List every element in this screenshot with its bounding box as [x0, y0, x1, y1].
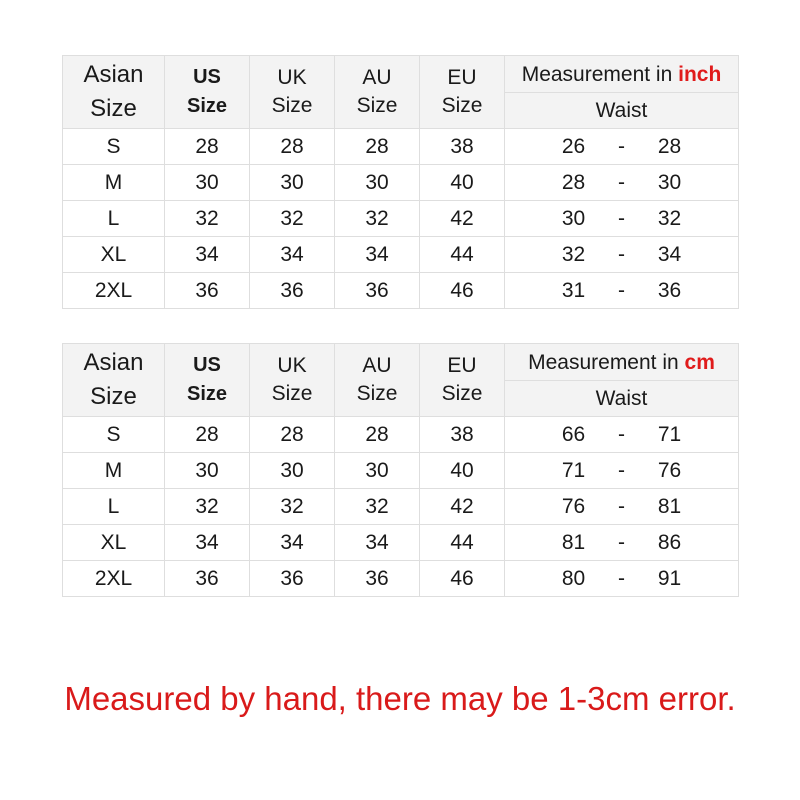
eu-size-cell: 44 [420, 525, 505, 561]
table-row [63, 129, 739, 165]
waist-max: 30 [657, 171, 682, 194]
header-eu-size-line1: EU [447, 354, 477, 377]
table-row [63, 525, 739, 561]
table-row [63, 273, 739, 309]
measurement-header [505, 344, 739, 381]
waist-cell [505, 453, 739, 489]
header-uk-size-line2: Size [271, 382, 313, 405]
waist-max: 76 [657, 459, 682, 482]
us-size-cell: 28 [165, 417, 250, 453]
waist-dash: - [618, 531, 625, 554]
header-us-size [165, 56, 250, 129]
eu-size-cell: 40 [420, 165, 505, 201]
header-uk-size-line1: UK [277, 66, 307, 89]
eu-size-cell: 46 [420, 273, 505, 309]
us-size-cell: 32 [165, 489, 250, 525]
header-eu-size [420, 56, 505, 129]
waist-dash: - [618, 135, 625, 158]
waist-max: 91 [657, 567, 682, 590]
asian-size-cell: S [63, 417, 165, 453]
measurement-unit: inch [678, 62, 722, 86]
waist-max: 81 [657, 495, 682, 518]
uk-size-cell: 30 [250, 165, 335, 201]
waist-dash: - [618, 243, 625, 266]
table-row [63, 237, 739, 273]
uk-size-cell: 28 [250, 417, 335, 453]
header-au-size-line2: Size [356, 94, 398, 117]
us-size-cell: 30 [165, 453, 250, 489]
waist-cell [505, 417, 739, 453]
au-size-cell: 32 [335, 489, 420, 525]
header-au-size [335, 56, 420, 129]
header-asian-size-line1: Asian [83, 349, 144, 376]
waist-header: Waist [505, 93, 739, 129]
eu-size-cell: 44 [420, 237, 505, 273]
waist-cell [505, 165, 739, 201]
waist-max: 34 [657, 243, 682, 266]
waist-header: Waist [505, 381, 739, 417]
waist-dash: - [618, 459, 625, 482]
asian-size-cell: XL [63, 525, 165, 561]
waist-cell [505, 489, 739, 525]
header-us-size-line1: US [193, 354, 221, 376]
waist-dash: - [618, 279, 625, 302]
uk-size-cell: 30 [250, 453, 335, 489]
table-row [63, 201, 739, 237]
au-size-cell: 30 [335, 165, 420, 201]
uk-size-cell: 36 [250, 273, 335, 309]
waist-max: 71 [657, 423, 682, 446]
us-size-cell: 34 [165, 525, 250, 561]
header-uk-size [250, 344, 335, 417]
table-row [63, 453, 739, 489]
header-asian-size [63, 56, 165, 129]
waist-cell [505, 561, 739, 597]
asian-size-cell: S [63, 129, 165, 165]
au-size-cell: 34 [335, 237, 420, 273]
us-size-cell: 32 [165, 201, 250, 237]
header-eu-size [420, 344, 505, 417]
header-asian-size-line2: Size [90, 95, 137, 122]
header-au-size-line2: Size [356, 382, 398, 405]
uk-size-cell: 34 [250, 525, 335, 561]
uk-size-cell: 28 [250, 129, 335, 165]
us-size-cell: 36 [165, 561, 250, 597]
header-eu-size-line1: EU [447, 66, 477, 89]
waist-max: 28 [657, 135, 682, 158]
table-row [63, 561, 739, 597]
header-au-size-line1: AU [362, 354, 392, 377]
au-size-cell: 28 [335, 129, 420, 165]
eu-size-cell: 40 [420, 453, 505, 489]
au-size-cell: 32 [335, 201, 420, 237]
size-table-inch [62, 55, 739, 309]
waist-dash: - [618, 207, 625, 230]
size-table-cm [62, 343, 739, 597]
eu-size-cell: 42 [420, 489, 505, 525]
header-uk-size [250, 56, 335, 129]
waist-max: 86 [657, 531, 682, 554]
uk-size-cell: 36 [250, 561, 335, 597]
waist-cell [505, 201, 739, 237]
asian-size-cell: XL [63, 237, 165, 273]
header-uk-size-line2: Size [271, 94, 313, 117]
measurement-prefix: Measurement in [528, 350, 679, 374]
waist-min: 31 [561, 279, 586, 302]
au-size-cell: 30 [335, 453, 420, 489]
uk-size-cell: 32 [250, 201, 335, 237]
waist-cell [505, 525, 739, 561]
au-size-cell: 36 [335, 561, 420, 597]
measurement-error-note: Measured by hand, there may be 1-3cm error. [64, 680, 736, 717]
uk-size-cell: 32 [250, 489, 335, 525]
us-size-cell: 34 [165, 237, 250, 273]
eu-size-cell: 38 [420, 129, 505, 165]
waist-min: 66 [561, 423, 586, 446]
waist-cell [505, 129, 739, 165]
au-size-cell: 36 [335, 273, 420, 309]
header-asian-size-line1: Asian [83, 61, 144, 88]
us-size-cell: 30 [165, 165, 250, 201]
header-au-size [335, 344, 420, 417]
uk-size-cell: 34 [250, 237, 335, 273]
waist-min: 32 [561, 243, 586, 266]
waist-min: 81 [561, 531, 586, 554]
asian-size-cell: M [63, 453, 165, 489]
eu-size-cell: 42 [420, 201, 505, 237]
waist-min: 80 [561, 567, 586, 590]
waist-dash: - [618, 423, 625, 446]
waist-min: 28 [561, 171, 586, 194]
waist-min: 26 [561, 135, 586, 158]
asian-size-cell: 2XL [63, 273, 165, 309]
eu-size-cell: 46 [420, 561, 505, 597]
waist-dash: - [618, 495, 625, 518]
header-eu-size-line2: Size [441, 382, 483, 405]
table-row [63, 165, 739, 201]
asian-size-cell: L [63, 201, 165, 237]
waist-cell [505, 273, 739, 309]
measurement-unit: cm [684, 350, 715, 374]
waist-max: 32 [657, 207, 682, 230]
header-us-size-line2: Size [186, 383, 228, 405]
waist-min: 30 [561, 207, 586, 230]
measurement-prefix: Measurement in [521, 62, 673, 86]
header-asian-size [63, 344, 165, 417]
header-us-size-line1: US [193, 66, 221, 88]
asian-size-cell: M [63, 165, 165, 201]
table-row [63, 417, 739, 453]
eu-size-cell: 38 [420, 417, 505, 453]
header-asian-size-line2: Size [90, 383, 137, 410]
us-size-cell: 36 [165, 273, 250, 309]
waist-min: 71 [561, 459, 586, 482]
au-size-cell: 34 [335, 525, 420, 561]
header-us-size-line2: Size [186, 95, 228, 117]
asian-size-cell: L [63, 489, 165, 525]
header-au-size-line1: AU [362, 66, 392, 89]
au-size-cell: 28 [335, 417, 420, 453]
waist-cell [505, 237, 739, 273]
table-row [63, 489, 739, 525]
waist-min: 76 [561, 495, 586, 518]
waist-max: 36 [657, 279, 682, 302]
header-uk-size-line1: UK [277, 354, 307, 377]
waist-dash: - [618, 171, 625, 194]
measurement-header [505, 56, 739, 93]
asian-size-cell: 2XL [63, 561, 165, 597]
waist-dash: - [618, 567, 625, 590]
header-eu-size-line2: Size [441, 94, 483, 117]
us-size-cell: 28 [165, 129, 250, 165]
header-us-size [165, 344, 250, 417]
